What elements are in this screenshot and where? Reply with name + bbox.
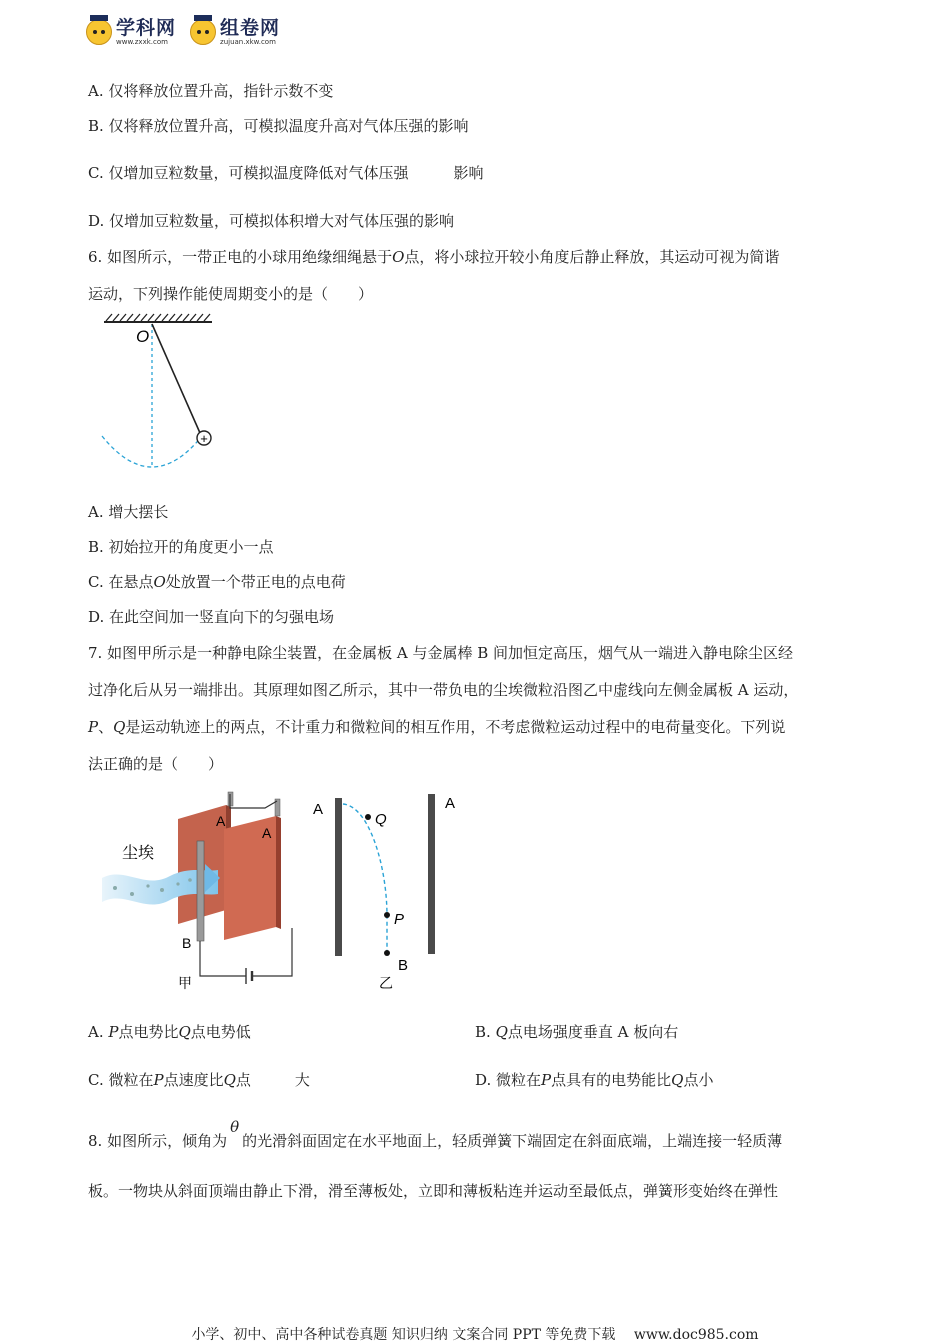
figure-jia-caption: 甲	[178, 975, 192, 991]
q5-option-d: D. 仅增加豆粒数量，可模拟体积增大对气体压强的影响	[88, 212, 455, 230]
figure-yi-caption: 乙	[379, 975, 393, 991]
q7-option-a: A. P点电势比Q点电势低	[88, 1023, 251, 1041]
point-p-label: P	[394, 911, 405, 928]
logo-xueke-url: www.zxxk.com	[116, 38, 168, 46]
q7-option-b: B. Q点电场强度垂直 A 板向右	[475, 1023, 679, 1041]
q5-option-c-tail: 影响	[453, 164, 484, 182]
bottom-wire-left	[200, 941, 246, 976]
q5-option-b: B. 仅将释放位置升高，可模拟温度升高对气体压强的影响	[88, 117, 469, 135]
var-o: O	[392, 248, 405, 266]
point-b	[384, 950, 390, 956]
q8-stem-line1: 8. 如图所示，倾角为θ的光滑斜面固定在水平地面上，轻质弹簧下端固定在斜面底端，上端连接一轻质薄	[88, 1118, 783, 1150]
metal-rod-b	[197, 841, 204, 941]
zujuan-mascot-icon	[190, 19, 216, 45]
q6-option-a: A. 增大摆长	[88, 503, 169, 521]
q7-stem-line3: P、Q是运动轨迹上的两点，不计重力和微粒间的相互作用，不考虑微粒运动过程中的电荷量变化。下列说	[88, 718, 786, 736]
string-line	[152, 324, 200, 433]
q6-stem-line1: 6. 如图所示，一带正电的小球用绝缘细绳悬于O点，将小球拉开较小角度后静止释放，其运动可视为简谐	[88, 248, 780, 266]
plate-a2-label: A	[262, 825, 272, 841]
q5-option-c-text: C. 仅增加豆粒数量，可模拟温度降低对气体压强	[88, 164, 409, 182]
plate-a1-label: A	[216, 813, 226, 829]
q5-option-c	[88, 163, 484, 183]
logo-zujuan-url: zujuan.xkw.com	[220, 38, 276, 46]
q7-stem-line1: 7. 如图甲所示是一种静电除尘装置，在金属板 A 与金属棒 B 间加恒定高压，烟气从一端进入静电除尘区经	[88, 644, 794, 662]
pivot-label: O	[136, 327, 150, 346]
left-plate-label: A	[313, 801, 324, 818]
ceiling-hatch	[106, 314, 210, 321]
top-wire	[230, 794, 277, 808]
q7-stem-line4: 法正确的是（ ）	[88, 755, 224, 773]
q6-option-b: B. 初始拉开的角度更小一点	[88, 538, 274, 556]
point-q-label: Q	[375, 811, 387, 828]
header-logos	[86, 14, 280, 50]
q8-stem-line2: 板。一物块从斜面顶端由静止下滑，滑至薄板处，立即和薄板粘连并运动至最低点，弹簧形变始终在弹性	[88, 1182, 779, 1200]
right-plate-a	[428, 794, 435, 954]
positive-charge-icon: +	[200, 431, 208, 446]
q7-figure-jia	[100, 786, 300, 996]
q7-figure-yi	[305, 786, 475, 996]
point-b-label: B	[398, 957, 409, 974]
q6-option-d: D. 在此空间加一竖直向下的匀强电场	[88, 608, 335, 626]
theta-symbol: θ	[230, 1118, 240, 1136]
page-footer: 小学、初中、高中各种试卷真题 知识归纳 文案合同 PPT 等免费下载 www.doc985.com	[191, 1327, 759, 1343]
right-plate-label: A	[445, 795, 456, 812]
logo-zujuan[interactable]: 组卷网	[220, 17, 281, 39]
q7-stem-line2: 过净化后从另一端排出。其原理如图乙所示，其中一带负电的尘埃微粒沿图乙中虚线向左侧金属板 A 运动，	[88, 681, 799, 699]
q7-option-d: D. 微粒在P点具有的电势能比Q点小	[475, 1071, 714, 1089]
point-p	[384, 912, 390, 918]
q6-option-c: C. 在悬点O处放置一个带正电的点电荷	[88, 573, 346, 591]
q5-option-a: A. 仅将释放位置升高，指针示数不变	[88, 82, 334, 100]
rod-b-label: B	[182, 935, 192, 951]
logo-xueke[interactable]: 学科网	[116, 17, 177, 39]
front-plate-a	[224, 816, 281, 940]
q7-option-c: C. 微粒在P点速度比Q点 大	[88, 1071, 310, 1089]
xueke-mascot-icon	[86, 19, 112, 45]
q6-stem-line2: 运动，下列操作能使周期变小的是（ ）	[88, 285, 374, 303]
dust-label: 尘埃	[122, 845, 155, 862]
point-q	[365, 814, 371, 820]
q6-pendulum-figure	[96, 312, 226, 472]
bottom-wire-right	[252, 928, 292, 976]
left-plate-a	[335, 798, 342, 956]
